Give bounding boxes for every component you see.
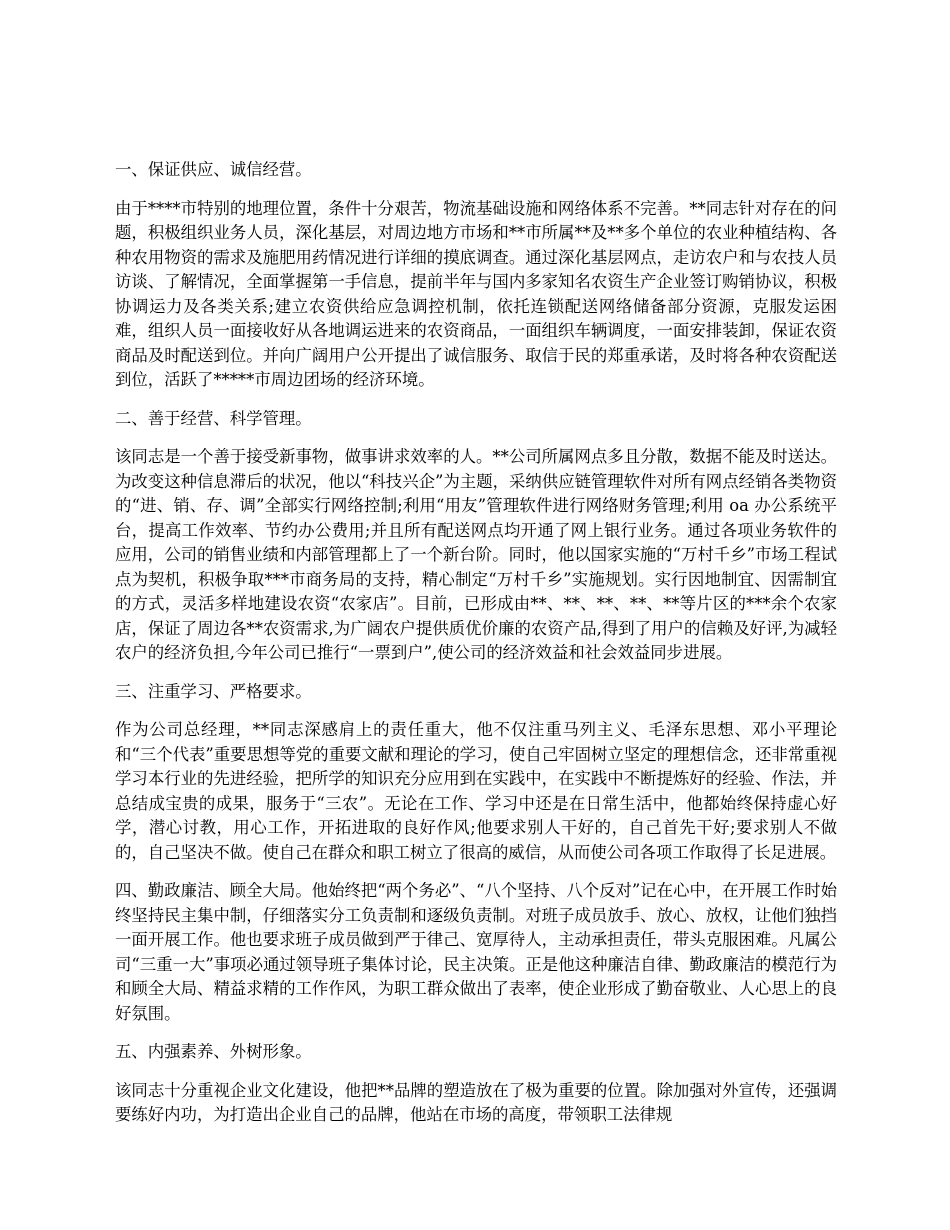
section-paragraph-3: 作为公司总经理，**同志深感肩上的责任重大，他不仅注重马列主义、毛泽东思想、邓小平理论和“三个代表”重要思想等党的重要文献和理论的学习，使自己牢固树立坚定的理想信念，还非常重视学习本行业的先进经验，把所学的知识充分应用到在实践中，在实践中不断提炼好的经验、作法，并总结成宝贵的成果，服务于“三农”。无论在工作、学习中还是在日常生活中，他都始终保持虚心好学，潜心讨教，用心工作，开拓进取的良好作风;他要求别人干好的，自己首先干好;要求别人不做的，自己坚决不做。使自己在群众和职工树立了很高的威信，从而使公司各项工作取得了长足进展。 [115,720,837,862]
section-paragraph-1: 由于****市特别的地理位置，条件十分艰苦，物流基础设施和网络体系不完善。**同志针对存在的问题，积极组织业务人员，深化基层，对周边地方市场和**市所属**及**多个单位的农业种植结构、各种农用物资的需求及施肥用药情况进行详细的摸底调查。通过深化基层网点，走访农户和与农技人员访谈、了解情况，全面掌握第一手信息，提前半年与国内多家知名农资生产企业签订购销协议，积极协调运力及各类关系;建立农资供给应急调控机制，依托连锁配送网络储备部分资源，克服发运困难，组织人员一面接收好从各地调运进来的农资商品，一面组织车辆调度，一面安排装卸，保证农资商品及时配送到位。并向广阔用户公开提出了诚信服务、取信于民的郑重承诺，及时将各种农资配送到位，活跃了*****市周边团场的经济环境。 [115,198,837,389]
section-paragraph-2: 该同志是一个善于接受新事物，做事讲求效率的人。**公司所属网点多且分散，数据不能及时送达。为改变这种信息滞后的状况，他以“科技兴企”为主题，采纳供应链管理软件对所有网点经销各类物资的“进、销、存、调”全部实行网络控制;利用“用友”管理软件进行网络财务管理;利用 oa 办公系统平台，提高工作效率、节约办公费用;并且所有配送网点均开通了网上银行业务。通过各项业务软件的应用，公司的销售业绩和内部管理都上了一个新台阶。同时，他以国家实施的“万村千乡”市场工程试点为契机，积极争取***市商务局的支持，精心制定“万村千乡”实施规划。实行因地制宜、因需制宜的方式，灵活多样地建设农资“农家店”。目前，已形成由**、**、**、**、**等片区的***余个农家店，保证了周边各**农资需求,为广阔农户提供质优价廉的农资产品,得到了用户的信赖及好评,为减轻农户的经济负担,今年公司已推行“一票到户”,使公司的经济效益和社会效益同步进展。 [115,447,837,662]
section-heading-1: 一、保证供应、诚信经营。 [115,160,312,179]
document-body [115,158,837,1142]
section-paragraph-4: 四、勤政廉洁、顾全大局。他始终把“两个务必”、“八个坚持、八个反对”记在心中，在开展工作时始终坚持民主集中制，仔细落实分工负责制和逐级负责制。对班子成员放手、放心、放权，让他们独挡一面开展工作。他也要求班子成员做到严于律己、宽厚待人，主动承担责任，带头克服困难。凡属公司“三重一大”事项必通过领导班子集体讨论，民主决策。正是他这种廉洁自律、勤政廉洁的模范行为和顾全大局、精益求精的工作作风，为职工群众做出了表率，使企业形成了勤奋敬业、人心思上的良好氛围。 [115,881,837,1023]
section-heading-5: 五、内强素养、外树形象。 [115,1042,312,1061]
section-heading-2: 二、善于经营、科学管理。 [115,408,312,428]
section-paragraph-5: 该同志十分重视企业文化建设，他把**品牌的塑造放在了极为重要的位置。除加强对外宣传，还强调要练好内功，为打造出企业自己的品牌，他站在市场的高度，带领职工法律规 [115,1080,837,1124]
section-heading-3: 三、注重学习、严格要求。 [115,681,312,701]
